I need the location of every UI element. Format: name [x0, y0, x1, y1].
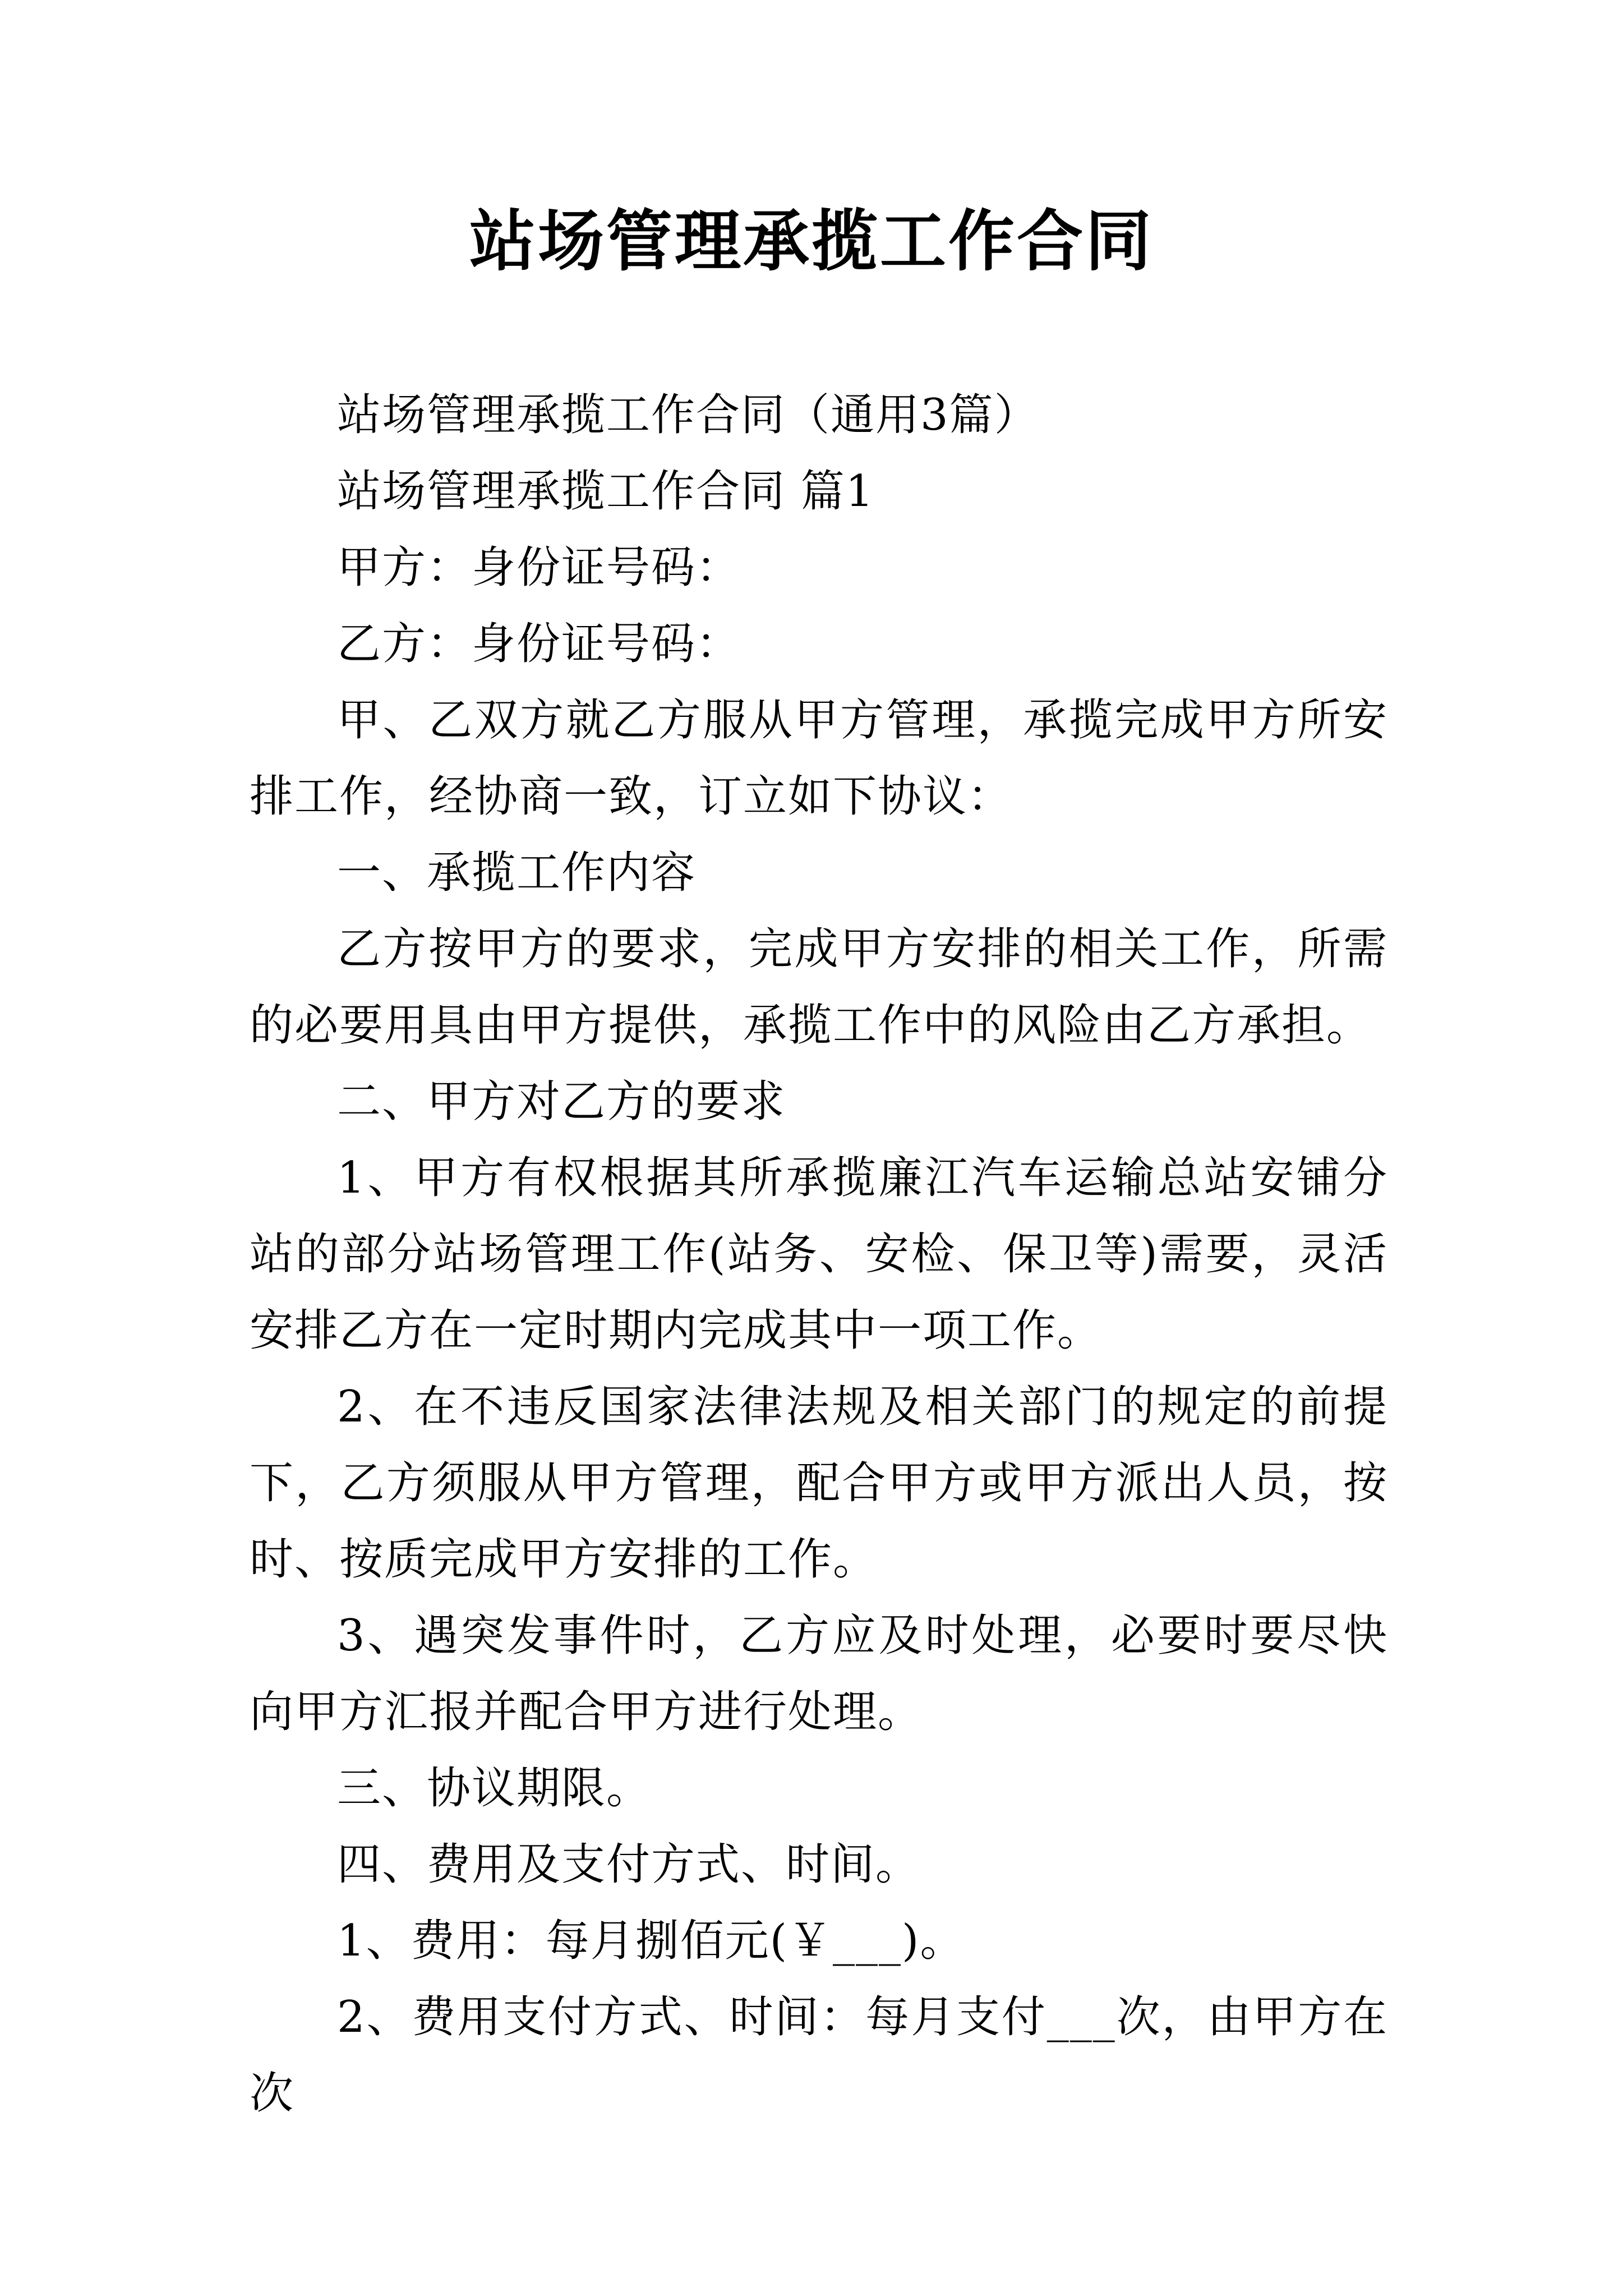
- paragraph-clause-1-heading: 一、承揽工作内容: [337, 848, 697, 898]
- paragraph-clause-2-heading: 二、甲方对乙方的要求: [337, 1076, 786, 1127]
- paragraph-party-a: 甲方：身份证号码：: [337, 542, 741, 593]
- document-body: [250, 377, 1388, 2132]
- paragraph-clause-1-body: 乙方按甲方的要求，完成甲方安排的相关工作，所需的必要用具由甲方提供，承揽工作中的风险由乙方承担。: [250, 924, 1388, 1051]
- paragraph-clause-4-item-1: 1、费用：每月捌佰元(￥___)。: [337, 1916, 965, 1966]
- paragraph-clause-4-item-2: 2、费用支付方式、时间：每月支付___次，由甲方在次: [250, 1992, 1388, 2119]
- paragraph-clause-2-item-1: 1、甲方有权根据其所承揽廉江汽车运输总站安铺分站的部分站场管理工作(站务、安检、保卫等)需要，灵活安排乙方在一定时期内完成其中一项工作。: [250, 1153, 1388, 1356]
- paragraph-preamble: 甲、乙双方就乙方服从甲方管理，承揽完成甲方所安排工作，经协商一致，订立如下协议：: [250, 695, 1388, 822]
- document-title: 站场管理承揽工作合同: [469, 203, 1154, 280]
- paragraph-clause-3-heading: 三、协议期限。: [337, 1763, 652, 1814]
- paragraph-clause-4-heading: 四、费用及支付方式、时间。: [337, 1839, 921, 1890]
- paragraph-party-b: 乙方：身份证号码：: [337, 619, 741, 669]
- paragraph-clause-2-item-3: 3、遇突发事件时，乙方应及时处理，必要时要尽快向甲方汇报并配合甲方进行处理。: [250, 1611, 1388, 1737]
- paragraph-clause-2-item-2: 2、在不违反国家法律法规及相关部门的规定的前提下，乙方须服从甲方管理，配合甲方或甲方派出人员，按时、按质完成甲方安排的工作。: [250, 1382, 1388, 1585]
- paragraph-section-heading: 站场管理承揽工作合同 篇1: [337, 466, 875, 517]
- paragraph-collection-title: 站场管理承揽工作合同（通用3篇）: [337, 390, 1039, 440]
